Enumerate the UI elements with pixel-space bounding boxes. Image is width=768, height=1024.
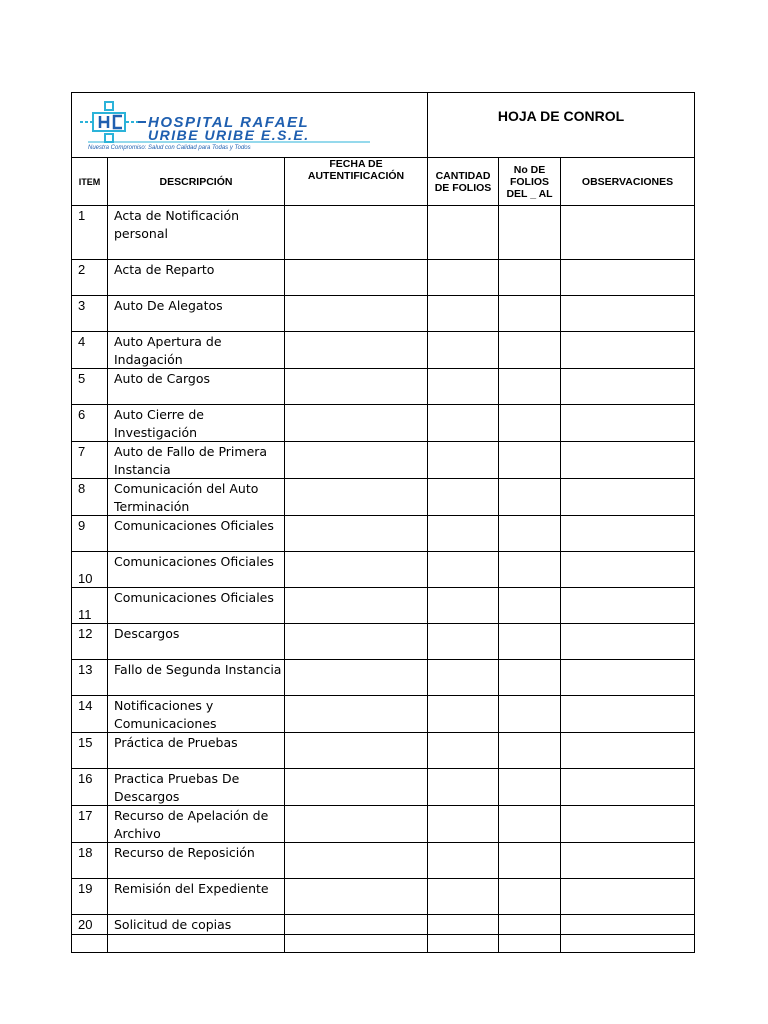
row-number: 14 <box>72 696 108 733</box>
page-title: HOJA DE CONROL <box>497 108 625 124</box>
row-description: Acta de Reparto <box>108 260 285 296</box>
row-number: 18 <box>72 843 108 879</box>
cantidad-cell[interactable] <box>428 442 499 479</box>
row-description: Auto Cierre de Investigación <box>108 405 285 442</box>
fecha-cell[interactable] <box>285 806 428 843</box>
cantidad-cell[interactable] <box>428 806 499 843</box>
logo-line2: URIBE URIBE E.S.E. <box>148 127 310 143</box>
row-number: 19 <box>72 879 108 915</box>
cantidad-cell[interactable] <box>428 206 499 260</box>
table-row <box>72 769 695 806</box>
empty-cell[interactable] <box>428 934 499 952</box>
row-number: 7 <box>72 442 108 479</box>
col-item: ITEM <box>72 158 108 206</box>
column-header-row <box>72 158 695 206</box>
row-number: 3 <box>72 296 108 332</box>
cantidad-cell[interactable] <box>428 516 499 552</box>
observaciones-cell[interactable] <box>561 206 695 260</box>
table-row <box>72 588 695 624</box>
folios-cell[interactable] <box>499 206 561 260</box>
row-number: 2 <box>72 260 108 296</box>
table-row <box>72 915 695 935</box>
folios-cell[interactable] <box>499 660 561 696</box>
header-row <box>72 93 695 158</box>
fecha-cell[interactable] <box>285 552 428 588</box>
empty-cell[interactable] <box>561 934 695 952</box>
fecha-cell[interactable] <box>285 696 428 733</box>
col-cantidad <box>428 158 499 206</box>
logo-cell <box>72 93 428 158</box>
table-row <box>72 332 695 369</box>
folios-cell[interactable] <box>499 552 561 588</box>
row-number: 1 <box>72 206 108 260</box>
col-fecha-line1: FECHA DE <box>329 158 383 170</box>
observaciones-cell[interactable] <box>561 879 695 915</box>
empty-cell[interactable] <box>499 934 561 952</box>
observaciones-cell[interactable] <box>561 552 695 588</box>
table-row <box>72 552 695 588</box>
fecha-cell[interactable] <box>285 843 428 879</box>
empty-cell[interactable] <box>108 934 285 952</box>
table-row <box>72 624 695 660</box>
row-number: 8 <box>72 479 108 516</box>
folios-cell[interactable] <box>499 843 561 879</box>
cantidad-cell[interactable] <box>428 369 499 405</box>
observaciones-cell[interactable] <box>561 733 695 769</box>
observaciones-cell[interactable] <box>561 442 695 479</box>
observaciones-cell[interactable] <box>561 516 695 552</box>
cantidad-cell[interactable] <box>428 260 499 296</box>
folios-cell[interactable] <box>499 369 561 405</box>
observaciones-cell[interactable] <box>561 369 695 405</box>
cantidad-cell[interactable] <box>428 296 499 332</box>
folios-cell[interactable] <box>499 879 561 915</box>
row-description: Auto Apertura de Indagación <box>108 332 285 369</box>
row-number: 9 <box>72 516 108 552</box>
row-description: Comunicación del Auto Terminación <box>108 479 285 516</box>
folios-cell[interactable] <box>499 696 561 733</box>
observaciones-cell[interactable] <box>561 332 695 369</box>
row-description: Comunicaciones Oficiales <box>108 588 285 624</box>
row-number: 5 <box>72 369 108 405</box>
cantidad-cell[interactable] <box>428 769 499 806</box>
row-number: 15 <box>72 733 108 769</box>
folios-cell[interactable] <box>499 405 561 442</box>
fecha-cell[interactable] <box>285 879 428 915</box>
row-description: Práctica de Pruebas <box>108 733 285 769</box>
col-folios-line2: FOLIOS <box>509 175 550 188</box>
row-description: Comunicaciones Oficiales <box>108 552 285 588</box>
observaciones-cell[interactable] <box>561 624 695 660</box>
row-number: 16 <box>72 769 108 806</box>
table-row <box>72 405 695 442</box>
cantidad-cell[interactable] <box>428 879 499 915</box>
cantidad-cell[interactable] <box>428 696 499 733</box>
observaciones-cell[interactable] <box>561 696 695 733</box>
fecha-cell[interactable] <box>285 769 428 806</box>
fecha-cell[interactable] <box>285 442 428 479</box>
folios-cell[interactable] <box>499 915 561 935</box>
col-cantidad-line2: DE FOLIOS <box>434 181 492 194</box>
row-number: 6 <box>72 405 108 442</box>
row-description: Descargos <box>108 624 285 660</box>
table-row-empty <box>72 934 695 952</box>
folios-cell[interactable] <box>499 479 561 516</box>
observaciones-cell[interactable] <box>561 806 695 843</box>
cantidad-cell[interactable] <box>428 915 499 935</box>
row-description: Auto de Cargos <box>108 369 285 405</box>
row-description: Recurso de Apelación de Archivo <box>108 806 285 843</box>
observaciones-cell[interactable] <box>561 296 695 332</box>
folios-cell[interactable] <box>499 733 561 769</box>
row-number: 13 <box>72 660 108 696</box>
empty-cell[interactable] <box>72 934 108 952</box>
row-description: Auto De Alegatos <box>108 296 285 332</box>
cantidad-cell[interactable] <box>428 332 499 369</box>
row-description: Acta de Notificación personal <box>108 206 285 260</box>
table-row <box>72 806 695 843</box>
logo-line1: HOSPITAL RAFAEL <box>148 114 310 131</box>
folios-cell[interactable] <box>499 588 561 624</box>
observaciones-cell[interactable] <box>561 769 695 806</box>
table-row <box>72 479 695 516</box>
cantidad-cell[interactable] <box>428 843 499 879</box>
logo-slogan: Nuestra Compromiso: Salud con Calidad para Todas y Todos <box>88 145 251 151</box>
observaciones-cell[interactable] <box>561 479 695 516</box>
fecha-cell[interactable] <box>285 915 428 935</box>
row-number: 20 <box>72 915 108 935</box>
folios-cell[interactable] <box>499 260 561 296</box>
observaciones-cell[interactable] <box>561 260 695 296</box>
col-descripcion: DESCRIPCIÓN <box>108 158 285 206</box>
folios-cell[interactable] <box>499 806 561 843</box>
row-description: Comunicaciones Oficiales <box>108 516 285 552</box>
col-fecha <box>285 158 428 206</box>
cantidad-cell[interactable] <box>428 660 499 696</box>
cantidad-cell[interactable] <box>428 405 499 442</box>
row-description: Auto de Fallo de Primera Instancia <box>108 442 285 479</box>
cantidad-cell[interactable] <box>428 624 499 660</box>
table-row <box>72 660 695 696</box>
folios-cell[interactable] <box>499 442 561 479</box>
folios-cell[interactable] <box>499 516 561 552</box>
table-row <box>72 442 695 479</box>
fecha-cell[interactable] <box>285 660 428 696</box>
folios-cell[interactable] <box>499 296 561 332</box>
observaciones-cell[interactable] <box>561 660 695 696</box>
fecha-cell[interactable] <box>285 588 428 624</box>
fecha-cell[interactable] <box>285 369 428 405</box>
col-folios-line3: DEL _ AL <box>506 187 553 200</box>
row-number: 4 <box>72 332 108 369</box>
row-description: Fallo de Segunda Instancia <box>108 660 285 696</box>
table-row <box>72 733 695 769</box>
cantidad-cell[interactable] <box>428 479 499 516</box>
row-description: Recurso de Reposición <box>108 843 285 879</box>
observaciones-cell[interactable] <box>561 588 695 624</box>
empty-cell[interactable] <box>285 934 428 952</box>
title-cell <box>428 93 695 158</box>
row-description: Remisión del Expediente <box>108 879 285 915</box>
table-row <box>72 296 695 332</box>
col-folios <box>499 158 561 206</box>
col-fecha-line2: AUTENTIFICACIÓN <box>307 170 405 182</box>
col-cantidad-line1: CANTIDAD <box>435 169 491 182</box>
fecha-cell[interactable] <box>285 296 428 332</box>
fecha-cell[interactable] <box>285 624 428 660</box>
row-number: 10 <box>72 552 108 588</box>
row-number: 17 <box>72 806 108 843</box>
folios-cell[interactable] <box>499 332 561 369</box>
row-description: Practica Pruebas De Descargos <box>108 769 285 806</box>
row-description: Notificaciones y Comunicaciones <box>108 696 285 733</box>
fecha-cell[interactable] <box>285 479 428 516</box>
folios-cell[interactable] <box>499 624 561 660</box>
col-folios-line1: No DE <box>513 163 546 176</box>
observaciones-cell[interactable] <box>561 843 695 879</box>
fecha-cell[interactable] <box>285 516 428 552</box>
fecha-cell[interactable] <box>285 405 428 442</box>
fecha-cell[interactable] <box>285 260 428 296</box>
col-observaciones: OBSERVACIONES <box>561 158 695 206</box>
fecha-cell[interactable] <box>285 332 428 369</box>
folios-cell[interactable] <box>499 769 561 806</box>
table-row <box>72 696 695 733</box>
row-description: Solicitud de copias <box>108 915 285 935</box>
cantidad-cell[interactable] <box>428 733 499 769</box>
control-table <box>71 92 695 953</box>
cantidad-cell[interactable] <box>428 552 499 588</box>
table-row <box>72 260 695 296</box>
table-row <box>72 516 695 552</box>
hospital-logo <box>78 97 378 151</box>
fecha-cell[interactable] <box>285 206 428 260</box>
observaciones-cell[interactable] <box>561 405 695 442</box>
fecha-cell[interactable] <box>285 733 428 769</box>
observaciones-cell[interactable] <box>561 915 695 935</box>
table-row <box>72 879 695 915</box>
table-row <box>72 843 695 879</box>
cantidad-cell[interactable] <box>428 588 499 624</box>
table-row <box>72 369 695 405</box>
row-number: 12 <box>72 624 108 660</box>
table-row <box>72 206 695 260</box>
row-number: 11 <box>72 588 108 624</box>
control-sheet <box>71 92 694 953</box>
